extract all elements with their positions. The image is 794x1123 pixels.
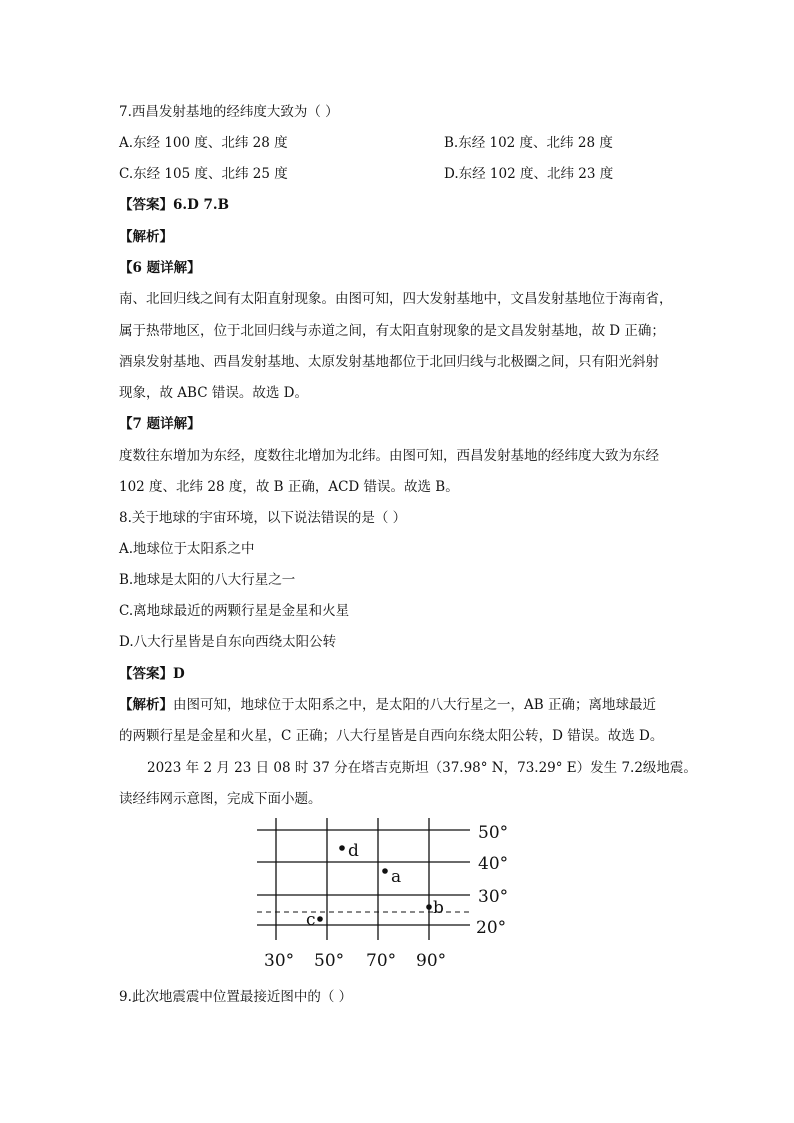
q8-analysis-label: 【解析】 (119, 697, 173, 713)
q6-detail-line: 南、北回归线之间有太阳直射现象。由图可知，四大发射基地中，文昌发射基地位于海南省， (119, 291, 673, 307)
q6-detail-line: 酒泉发射基地、西昌发射基地、太原发射基地都位于北回归线与北极圈之间，只有阳光斜射 (119, 354, 659, 370)
q8-stem: 8.关于地球的宇宙环境，以下说法错误的是（ ） (119, 510, 407, 526)
point-c-marker (317, 916, 323, 922)
q8-analysis-line: 的两颗行星是金星和火星，C 正确；八大行星皆是自西向东绕太阳公转，D 错误。故选 D。 (119, 728, 664, 744)
point-b-label: b (433, 898, 444, 918)
q6-detail-title: 【6 题详解】 (119, 260, 201, 276)
lon-label-90: 90° (416, 951, 447, 971)
q8-answer: 【答案】D (119, 666, 185, 682)
lon-label-70: 70° (366, 951, 397, 971)
q7-stem: 7.西昌发射基地的经纬度大致为（ ） (119, 104, 339, 120)
q7-detail-line: 102 度、北纬 28 度，故 B 正确，ACD 错误。故选 B。 (119, 479, 459, 495)
lat-label-40: 40° (478, 854, 509, 874)
lon-label-50: 50° (314, 951, 345, 971)
q7-option-c: C.东经 105 度、北纬 25 度 (119, 166, 288, 182)
point-c-label: c (306, 910, 316, 930)
q8-option-c: C.离地球最近的两颗行星是金星和火星 (119, 603, 350, 619)
lat-label-30: 30° (478, 887, 509, 907)
q6-detail-line: 现象，故 ABC 错误。故选 D。 (119, 385, 308, 401)
lat-label-20: 20° (476, 918, 507, 938)
point-d-label: d (348, 841, 359, 861)
q8-option-b: B.地球是太阳的八大行星之一 (119, 572, 296, 588)
q6-detail-line: 属于热带地区，位于北回归线与赤道之间，有太阳直射现象的是文昌发射基地，故 D 正确； (119, 323, 665, 339)
q8-option-a: A.地球位于太阳系之中 (119, 541, 255, 557)
point-a-label: a (391, 867, 402, 887)
q7-detail-title: 【7 题详解】 (119, 416, 201, 432)
point-a-marker (382, 868, 388, 874)
answer-6-7: 【答案】6.D 7.B (119, 197, 230, 213)
q9-stem: 9.此次地震震中位置最接近图中的（ ） (119, 989, 353, 1005)
lat-label-50: 50° (478, 823, 509, 843)
q7-option-d: D.东经 102 度、北纬 23 度 (444, 166, 614, 182)
intro-line: 2023 年 2 月 23 日 08 时 37 分在塔吉克斯坦（37.98° N，73.29° E）发生 7.2级地震。 (147, 760, 697, 776)
analysis-title: 【解析】 (119, 229, 173, 245)
q7-option-a: A.东经 100 度、北纬 28 度 (119, 135, 288, 151)
q8-analysis-text: 由图可知，地球位于太阳系之中，是太阳的八大行星之一，AB 正确；离地球最近 (173, 697, 656, 713)
q7-option-b: B.东经 102 度、北纬 28 度 (444, 135, 613, 151)
point-b-marker (426, 904, 432, 910)
q8-option-d: D.八大行星皆是自东向西绕太阳公转 (119, 634, 337, 650)
intro-line: 读经纬网示意图，完成下面小题。 (119, 791, 322, 807)
lon-label-30: 30° (264, 951, 295, 971)
q7-detail-line: 度数往东增加为东经，度数往北增加为北纬。由图可知，西昌发射基地的经纬度大致为东经 (119, 448, 659, 464)
point-d-marker (339, 845, 345, 851)
